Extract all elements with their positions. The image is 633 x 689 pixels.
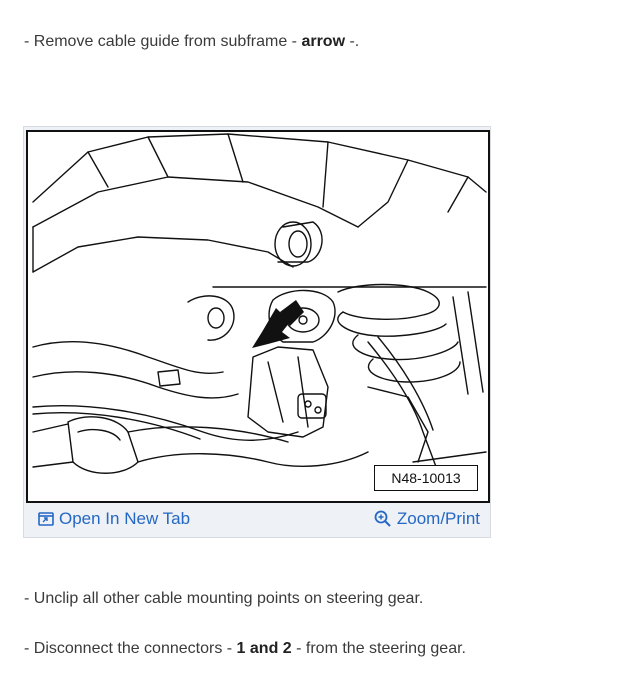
step-text-end: - from the steering gear.: [291, 640, 466, 657]
instruction-step-2: [24, 590, 423, 608]
open-in-new-tab-link[interactable]: [38, 509, 190, 529]
technical-illustration[interactable]: [26, 130, 490, 503]
zoom-print-link[interactable]: [374, 509, 480, 529]
line-drawing: [28, 132, 488, 501]
step-text-end: -.: [345, 33, 360, 50]
zoom-magnifier-icon: [374, 510, 392, 528]
step-text: - Unclip all other cable mounting points on steering gear.: [24, 590, 424, 607]
step-text: - Remove cable guide from subframe -: [24, 33, 302, 50]
zoom-print-label: Zoom/Print: [396, 509, 480, 528]
step-emphasis: 1 and 2: [236, 640, 292, 657]
instruction-step-3: [24, 640, 466, 658]
figure-code: N48-10013: [374, 465, 478, 491]
open-in-new-tab-icon: [38, 512, 54, 526]
open-in-new-tab-label: Open In New Tab: [59, 509, 191, 528]
step-emphasis: arrow: [301, 33, 346, 50]
instruction-step-1: [24, 33, 359, 51]
step-text: - Disconnect the connectors -: [24, 640, 237, 657]
arrow-indicator: [252, 300, 304, 348]
figure-toolbar: [24, 505, 490, 535]
figure-card: [24, 127, 490, 537]
